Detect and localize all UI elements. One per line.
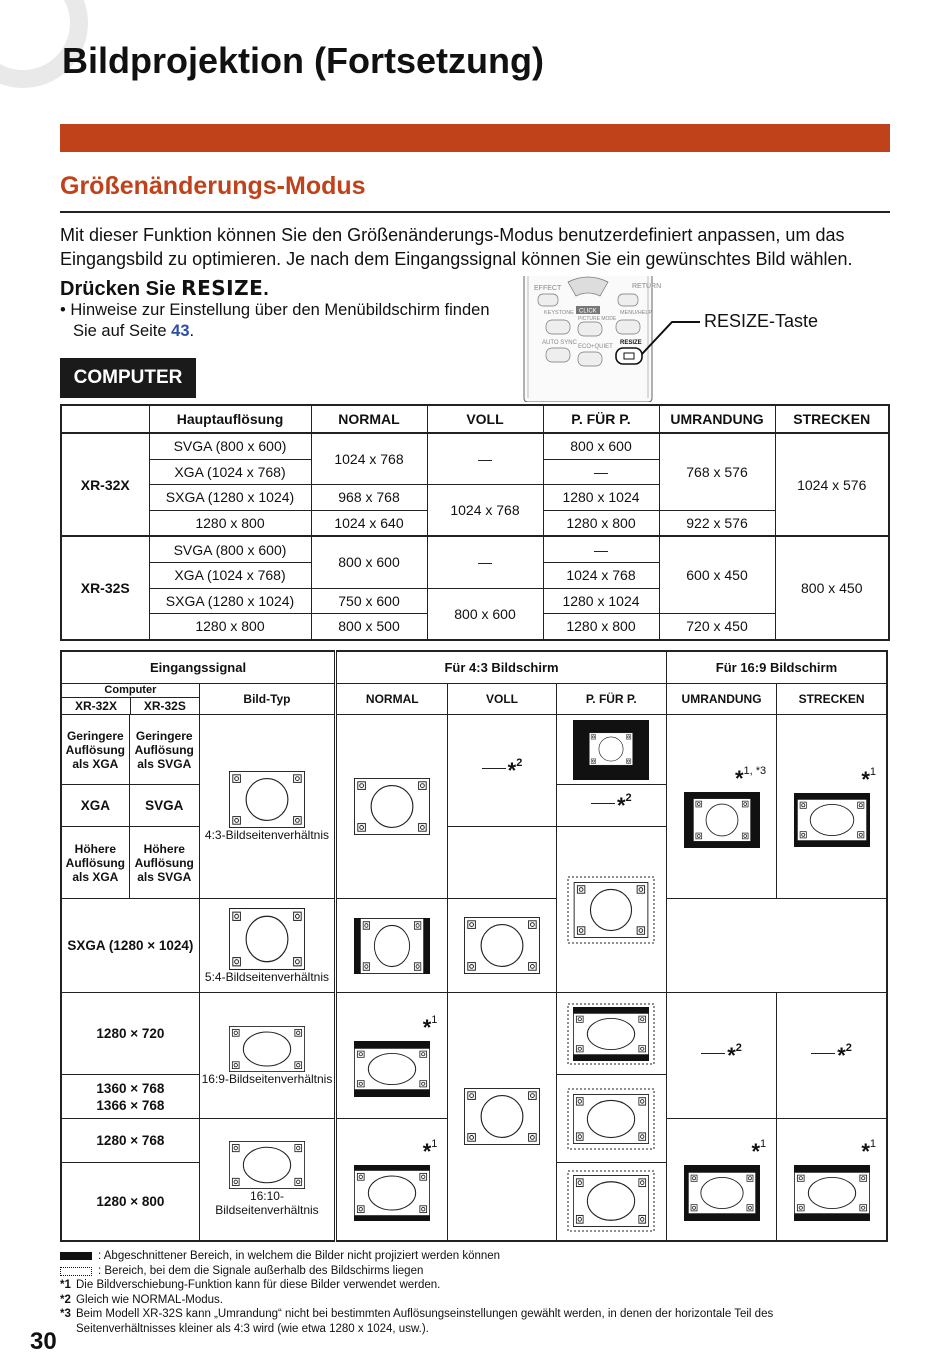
legend <box>60 1249 890 1337</box>
col-strecken: STRECKEN <box>777 684 887 715</box>
row-svga: SVGA <box>129 785 199 827</box>
pfp-cell: 1280 x 1024 <box>543 588 659 614</box>
pfp-cell: — <box>543 536 659 562</box>
star-mark: * <box>422 1015 432 1040</box>
press-suffix: . <box>263 278 269 300</box>
test-pattern-wide-icon <box>229 1026 305 1072</box>
bildtyp-54 <box>199 899 335 993</box>
header-43: Für 4:3 Bildschirm <box>336 651 667 684</box>
star-mark: * <box>616 793 626 818</box>
row-xga: XGA <box>61 785 129 827</box>
model-xr32x: XR-32X <box>61 433 149 536</box>
pfp-note-xga <box>556 785 666 827</box>
col-header: UMRANDUNG <box>659 405 775 433</box>
strecken-note-169 <box>777 993 887 1119</box>
voll-cell: — <box>427 536 543 588</box>
pfp-1360 <box>556 1075 666 1163</box>
umrandung-43 <box>666 715 776 899</box>
legend-dotted-text: : Bereich, bei dem die Signale außerhalb des Bildschirms liegen <box>98 1264 424 1277</box>
hint-end: . <box>189 322 195 340</box>
col-header: STRECKEN <box>775 405 889 433</box>
legend-note-2 <box>60 1293 890 1308</box>
section-divider <box>60 211 890 213</box>
resize-key-callout: RESIZE-Taste <box>704 311 819 331</box>
test-pattern-icon <box>464 917 540 974</box>
test-pattern-overflow-icon <box>567 1170 655 1232</box>
row-higher-s: Höhere Auflösung als SVGA <box>129 827 199 899</box>
voll-169 <box>448 993 556 1241</box>
star-mark: * <box>734 766 744 791</box>
note-ref: 2 <box>735 1042 742 1054</box>
umrandung-1610 <box>666 1119 776 1241</box>
remote-eco-label: ECO+QUIET <box>578 344 613 350</box>
voll-cell: 800 x 600 <box>427 588 543 640</box>
test-pattern-letterbox-icon <box>794 793 870 847</box>
normal-cell: 1024 x 768 <box>311 433 427 485</box>
note-ref: 1 <box>760 1137 767 1150</box>
row-lower-s: Geringere Auflösung als SVGA <box>129 715 199 785</box>
test-pattern-letterbox-icon <box>794 1165 870 1221</box>
remote-menu-label: MENU/HELP <box>620 310 653 316</box>
bildtyp-169 <box>199 993 335 1119</box>
normal-cell: 800 x 600 <box>311 536 427 588</box>
res-cell: 1280 x 800 <box>149 614 311 640</box>
test-pattern-icon <box>229 771 305 828</box>
res-cell: 1280 x 800 <box>149 510 311 536</box>
res-cell: XGA (1024 x 768) <box>149 562 311 588</box>
col-header: P. FÜR P. <box>543 405 659 433</box>
pfp-cell: 1280 x 800 <box>543 614 659 640</box>
normal-1610 <box>336 1119 448 1241</box>
computer-badge: COMPUTER <box>60 358 196 398</box>
computer-subheader <box>61 684 199 715</box>
note-ref: 1, *3 <box>743 765 767 777</box>
star-mark: * <box>507 758 517 783</box>
ratio-43: 4:3-Bildseitenverhältnis <box>204 828 329 842</box>
page-title: Bildprojektion (Fortsetzung) <box>62 40 544 81</box>
pfp-lower <box>556 715 666 785</box>
umrandung-cell: 768 x 576 <box>659 433 775 510</box>
remote-auto-sync-label: AUTO SYNC <box>542 340 577 346</box>
test-pattern-icon <box>354 778 430 835</box>
dotted-swatch <box>60 1267 92 1276</box>
computer-label: Computer <box>62 684 199 698</box>
remote-keystone-label: KEYSTONE <box>544 310 574 316</box>
remote-picture-mode-label: PICTURE MODE <box>578 316 617 322</box>
col-pfp: P. FÜR P. <box>556 684 666 715</box>
res-cell: XGA (1024 x 768) <box>149 459 311 485</box>
note-marker: *3 <box>60 1308 71 1321</box>
umrandung-cell: 922 x 576 <box>659 510 775 536</box>
black-swatch <box>60 1252 92 1260</box>
resolution-table <box>60 404 890 641</box>
normal-cell: 800 x 500 <box>311 614 427 640</box>
resize-button[interactable] <box>616 348 642 364</box>
normal-cell: 968 x 768 <box>311 485 427 511</box>
normal-43 <box>336 715 448 899</box>
col-header: Hauptauflösung <box>149 405 311 433</box>
test-pattern-wide-icon <box>229 1141 305 1189</box>
remote-resize-label: RESIZE <box>620 340 642 346</box>
row-1280x720: 1280 × 720 <box>61 993 199 1075</box>
legend-dotted <box>60 1264 890 1279</box>
test-pattern-letterbox-icon <box>354 1165 430 1221</box>
star-mark: * <box>861 767 870 792</box>
test-pattern-boxed-icon <box>573 720 649 780</box>
normal-54 <box>336 899 448 993</box>
voll-cell: 1024 x 768 <box>427 485 543 537</box>
res-cell: SXGA (1280 x 1024) <box>149 485 311 511</box>
note-text: Beim Modell XR-32S kann „Umrandung“ nicht bei bestimmten Auflösungseinstellungen gewählt werden, in denen der horizontale Teil des Seitenverhältnisses kleiner als 4:3 wird (wie etwa 1280 x 1024, usw.). <box>76 1308 774 1335</box>
test-pattern-overflow-icon <box>567 1088 655 1150</box>
res-cell: SVGA (800 x 600) <box>149 536 311 562</box>
voll-cell: — <box>427 433 543 485</box>
hint-body: • Hinweise zur Einstellung über den Menübildschirm finden Sie auf Seite <box>60 301 490 340</box>
pfp-cell: 1280 x 1024 <box>543 485 659 511</box>
test-pattern-overflow-icon <box>567 876 655 944</box>
remote-control-illustration <box>520 276 700 402</box>
normal-169 <box>336 993 448 1119</box>
star-mark: * <box>727 1043 736 1068</box>
pfp-higher <box>556 827 666 993</box>
pfp-cell: 800 x 600 <box>543 433 659 459</box>
legend-black <box>60 1249 890 1264</box>
page-number: 30 <box>30 1328 57 1355</box>
col-header: NORMAL <box>311 405 427 433</box>
row-1360: 1360 × 768 <box>96 1080 165 1096</box>
legend-note-3 <box>60 1307 890 1336</box>
remote-return-label: RETURN <box>632 283 662 290</box>
umrandung-note-169 <box>666 993 776 1119</box>
note-text: Gleich wie NORMAL-Modus. <box>76 1293 223 1306</box>
col-normal: NORMAL <box>336 684 448 715</box>
res-cell: SXGA (1280 x 1024) <box>149 588 311 614</box>
bildtyp-header: Bild-Typ <box>199 684 335 715</box>
strecken-cell: 800 x 450 <box>775 536 889 639</box>
voll-note-43 <box>448 715 556 827</box>
row-lower-x: Geringere Auflösung als XGA <box>61 715 129 785</box>
note-ref: 2 <box>625 792 632 804</box>
pfp-1280x800 <box>556 1163 666 1241</box>
xr32s-label: XR-32S <box>143 699 186 713</box>
legend-note-1 <box>60 1278 890 1293</box>
header-bar <box>60 124 890 152</box>
star-mark: * <box>861 1138 870 1164</box>
ratio-1610: 16:10-Bildseitenverhältnis <box>215 1189 319 1218</box>
section-title: Größenänderungs-Modus <box>60 172 366 200</box>
row-1280x768: 1280 × 768 <box>61 1119 199 1163</box>
corner-cell <box>61 405 149 433</box>
xr32x-label: XR-32X <box>62 698 131 714</box>
star-mark: * <box>837 1043 846 1068</box>
note-marker: *2 <box>60 1293 71 1306</box>
row-1366: 1366 × 768 <box>96 1097 165 1113</box>
res-cell: SVGA (800 x 600) <box>149 433 311 459</box>
star-mark: * <box>751 1138 761 1164</box>
press-instruction <box>60 276 269 301</box>
resize-key-label: RESIZE <box>181 276 264 300</box>
pfp-cell: 1024 x 768 <box>543 562 659 588</box>
page-link-43[interactable]: 43 <box>171 322 190 340</box>
pfp-cell: — <box>543 459 659 485</box>
intro-paragraph: Mit dieser Funktion können Sie den Größenänderungs-Modus benutzerdefiniert anpassen, um das Eingangsbild zu optimieren. Je nach dem Eingangssignal können Sie ein gewünschtes Bild wählen. <box>60 225 853 269</box>
note-ref: 2 <box>516 757 523 769</box>
strecken-1610 <box>777 1119 887 1241</box>
note-text: Die Bildverschiebung-Funktion kann für diese Bilder verwendet werden. <box>76 1279 441 1292</box>
remote-effect-label: EFFECT <box>534 285 562 292</box>
hint-text <box>60 300 513 342</box>
normal-cell: 750 x 600 <box>311 588 427 614</box>
bildtyp-1610 <box>199 1119 335 1241</box>
row-sxga: SXGA (1280 × 1024) <box>61 899 199 993</box>
ratio-169: 16:9-Bildseitenverhältnis <box>201 1071 333 1086</box>
press-prefix: Drücken Sie <box>60 278 182 300</box>
normal-cell: 1024 x 640 <box>311 510 427 536</box>
row-1280x800: 1280 × 800 <box>61 1163 199 1241</box>
test-pattern-icon <box>229 908 305 970</box>
voll-54 <box>448 899 556 993</box>
row-1360-1366 <box>61 1075 199 1119</box>
remote-click-label: CLICK <box>579 308 597 315</box>
note-ref: 1 <box>869 1137 876 1150</box>
note-ref: 1 <box>431 1014 438 1026</box>
note-ref: 2 <box>845 1042 852 1054</box>
note-ref: 1 <box>431 1137 438 1150</box>
umrandung-cell: 600 x 450 <box>659 536 775 613</box>
umrandung-cell: 720 x 450 <box>659 614 775 640</box>
note-marker: *1 <box>60 1279 71 1292</box>
voll-higher-empty <box>448 827 556 899</box>
pfp-1280x720 <box>556 993 666 1075</box>
row-higher-x: Höhere Auflösung als XGA <box>61 827 129 899</box>
ratio-54: 5:4-Bildseitenverhältnis <box>204 969 329 984</box>
model-xr32s: XR-32S <box>61 536 149 639</box>
bildtyp-43 <box>199 715 335 899</box>
col-voll: VOLL <box>448 684 556 715</box>
test-pattern-pillarbox-icon <box>684 1165 760 1221</box>
header-169: Für 16:9 Bildschirm <box>666 651 887 684</box>
legend-black-text: : Abgeschnittener Bereich, in welchem die Bilder nicht projiziert werden können <box>98 1250 501 1262</box>
resize-mode-table <box>60 650 888 1242</box>
strecken-43 <box>777 715 887 899</box>
test-pattern-pillarbox-icon <box>684 792 760 848</box>
note-ref: 1 <box>869 766 876 778</box>
test-pattern-icon <box>464 1088 540 1145</box>
star-mark: * <box>422 1138 432 1164</box>
col-header: VOLL <box>427 405 543 433</box>
test-pattern-letterbox-icon <box>354 1041 430 1097</box>
test-pattern-overflow-icon <box>567 1003 655 1065</box>
pfp-cell: 1280 x 800 <box>543 510 659 536</box>
test-pattern-pillarbox-icon <box>354 918 430 974</box>
eingangssignal-header: Eingangssignal <box>61 651 336 684</box>
col-umrandung: UMRANDUNG <box>666 684 776 715</box>
strecken-cell: 1024 x 576 <box>775 433 889 536</box>
